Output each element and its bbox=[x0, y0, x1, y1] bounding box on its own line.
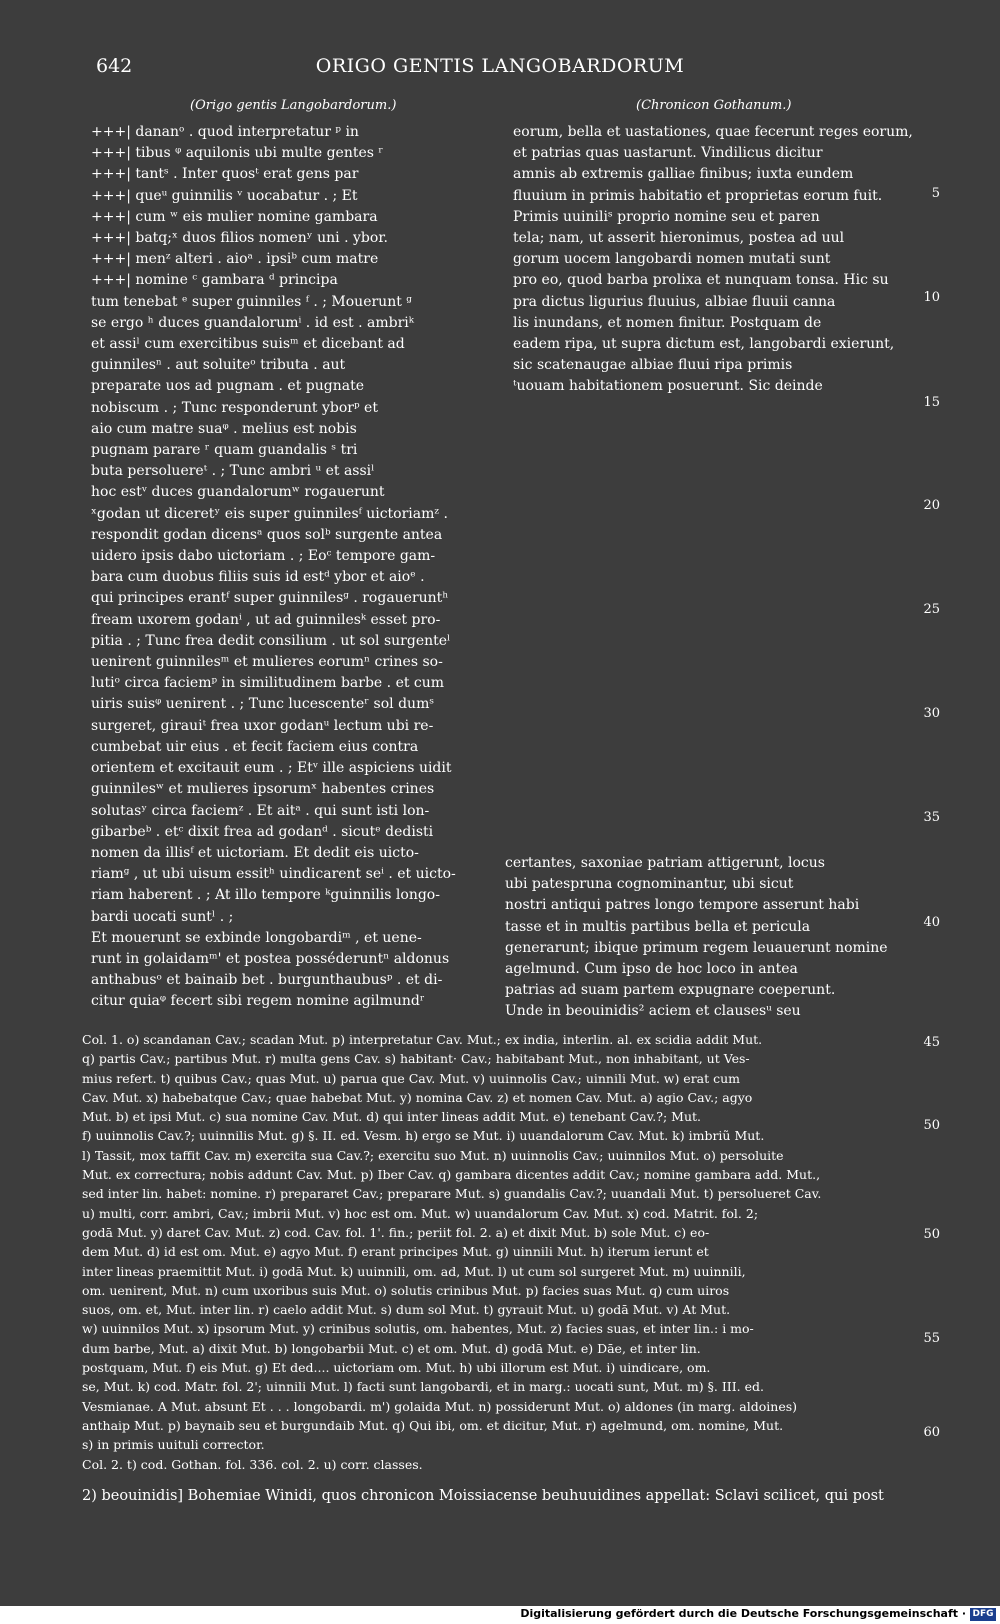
line-number: 35 bbox=[923, 810, 940, 825]
text-line: anthabusᵒ et bainaib bet . burgunthaubusᵖ . et di- bbox=[91, 972, 443, 989]
text-line: buta persoluereᵗ . ; Tunc ambri ᵘ et assiˡ bbox=[91, 463, 375, 480]
left-column-heading: (Origo gentis Langobardorum.) bbox=[190, 98, 397, 113]
footnote: 2) beouinidis] Bohemiae Winidi, quos chronicon Moissiacense beuhuuidines appellat: Sclavi scilicet, qui post bbox=[82, 1488, 884, 1504]
text-line: Et mouerunt se exbinde longobardiᵐ , et uene- bbox=[91, 929, 422, 946]
text-line: lutiᵒ circa faciemᵖ in similitudinem barbe . et cum bbox=[91, 675, 445, 692]
text-line: runt in golaidamᵐ' et postea posséderuntⁿ aldonus bbox=[91, 950, 450, 967]
line-number: 5 bbox=[931, 186, 940, 201]
line-number: 50 bbox=[923, 1227, 940, 1242]
text-line: +++| nomine ᶜ gambara ᵈ principa bbox=[91, 272, 338, 289]
apparatus-line: Cav. Mut. x) habebatque Cav.; quae habebat Mut. y) nomina Cav. z) et nomen Cav. Mut. a) agio Cav.; agyo bbox=[82, 1089, 753, 1105]
text-line: surgeret, girauiᵗ frea uxor godanᵘ lectum ubi re- bbox=[91, 717, 434, 734]
running-header bbox=[96, 55, 904, 89]
text-line: riamᵍ , ut ubi uisum essitʰ uindicarent seⁱ . et uicto- bbox=[91, 866, 456, 883]
apparatus-line: q) partis Cav.; partibus Mut. r) multa gens Cav. s) habitant· Cav.; habitabant Mut., non inhabitant, ut Ves- bbox=[82, 1051, 750, 1067]
text-line: sic scatenaugae albiae fluui ripa primis bbox=[513, 357, 793, 374]
text-line: tela; nam, ut asserit hieronimus, postea ad uul bbox=[513, 230, 845, 247]
text-line: qui principes erantᶠ super guinnilesᵍ . rogaueruntʰ bbox=[91, 590, 449, 607]
line-number: 40 bbox=[923, 915, 940, 930]
right-column-text-bottom bbox=[505, 853, 913, 1023]
apparatus-line: om. uenirent, Mut. n) cum uxoribus suis Mut. o) solutis crinibus Mut. p) facies suas Mut. q) cum uiros bbox=[82, 1282, 730, 1298]
apparatus-line: anthaip Mut. p) baynaib seu et burgundaib Mut. q) Qui ibi, om. et dicitur, Mut. r) agelmund, om. nomine, Mut. bbox=[82, 1417, 784, 1433]
line-number: 50 bbox=[923, 1118, 940, 1133]
text-line: respondit godan dicensᵃ quos solᵇ surgente antea bbox=[91, 526, 443, 543]
apparatus-line: dum barbe, Mut. a) dixit Mut. b) longobarbii Mut. c) et om. Mut. d) godā Mut. e) Dāe, et inter lin. bbox=[82, 1340, 701, 1356]
text-line: +++| batq;ˣ duos filios nomenʸ uni . ybor. bbox=[91, 230, 388, 247]
text-line: pro eo, quod barba prolixa et nunquam tonsa. Hic su bbox=[513, 272, 889, 289]
apparatus-line: postquam, Mut. f) eis Mut. g) Et ded.... uictoriam om. Mut. h) ubi illorum est Mut. i) uindicare, om. bbox=[82, 1360, 711, 1376]
text-line: Primis uuiniliˢ proprio nomine seu et paren bbox=[513, 208, 820, 225]
apparatus-line: Mut. ex correctura; nobis addunt Cav. Mut. p) Iber Cav. q) gambara dicentes addit Cav.; nomine gambara add. Mut., bbox=[82, 1167, 821, 1183]
text-line: nobiscum . ; Tunc responderunt yborᵖ et bbox=[91, 399, 378, 416]
page-number: 642 bbox=[96, 55, 133, 77]
line-number: 20 bbox=[923, 498, 940, 513]
text-line: preparate uos ad pugnam . et pugnate bbox=[91, 378, 364, 395]
text-line: uenirent guinnilesᵐ et mulieres eorumⁿ crines so- bbox=[91, 654, 443, 671]
apparatus-line: l) Tassit, mox taffit Cav. m) exercita sua Cav.?; exercitu suo Mut. n) uuinnolis Cav.; uuinnilos Mut. o) persoluite bbox=[82, 1147, 784, 1163]
text-line: uiris suisᵠ uenirent . ; Tunc lucescenteʳ sol dumˢ bbox=[91, 696, 435, 713]
line-number: 30 bbox=[923, 706, 940, 721]
text-line: +++| queᵘ guinnilis ᵛ uocabatur . ; Et bbox=[91, 187, 358, 204]
line-number: 10 bbox=[923, 290, 940, 305]
text-line: tum tenebat ᵉ super guinniles ᶠ . ; Mouerunt ᵍ bbox=[91, 293, 412, 310]
text-line: se ergo ʰ duces guandalorumⁱ . id est . ambriᵏ bbox=[91, 314, 414, 331]
text-line: guinnilesⁿ . aut soluiteᵒ tributa . aut bbox=[91, 357, 346, 374]
left-column-text bbox=[91, 122, 491, 1013]
text-line: et patrias quas uastarunt. Vindilicus dicitur bbox=[513, 145, 823, 162]
text-line: gorum uocem langobardi nomen mutati sunt bbox=[513, 251, 831, 268]
text-line: Unde in beouinidis² aciem et clausesᵘ seu bbox=[505, 1003, 801, 1020]
text-line: eadem ripa, ut supra dictum est, langobardi exierunt, bbox=[513, 336, 895, 353]
text-line: gibarbeᵇ . etᶜ dixit frea ad godanᵈ . sicutᵉ dedisti bbox=[91, 823, 434, 840]
text-line: uidero ipsis dabo uictoriam . ; Eoᶜ tempore gam- bbox=[91, 548, 436, 565]
text-line: pugnam parare ʳ quam guandalis ˢ tri bbox=[91, 442, 358, 459]
text-line: riam haberent . ; At illo tempore ᵏguinnilis longo- bbox=[91, 887, 440, 904]
text-line: +++| tibus ᵠ aquilonis ubi multe gentes ʳ bbox=[91, 145, 384, 162]
digitization-footer bbox=[0, 1606, 1000, 1624]
apparatus-line: Vesmianae. A Mut. absunt Et . . . longobardi. m') golaida Mut. n) possiderunt Mut. o) aldones (in marg. aldoines) bbox=[82, 1398, 798, 1414]
apparatus-line: se, Mut. k) cod. Matr. fol. 2'; uinnili Mut. l) facti sunt langobardi, et in marg.: uocati sunt, Mut. m) §. III. ed. bbox=[82, 1379, 764, 1395]
text-line: fream uxorem godanⁱ , ut ad guinnilesᵏ esset pro- bbox=[91, 611, 441, 628]
text-line: nomen da illisᶠ et uictoriam. Et dedit eis uicto- bbox=[91, 844, 419, 861]
critical-apparatus bbox=[82, 1030, 914, 1474]
line-number: 45 bbox=[923, 1035, 940, 1050]
line-number: 60 bbox=[923, 1425, 940, 1440]
text-line: aio cum matre suaᵠ . melius est nobis bbox=[91, 420, 357, 437]
text-line: eorum, bella et uastationes, quae fecerunt reges eorum, bbox=[513, 124, 913, 140]
apparatus-line: f) uuinnolis Cav.?; uuinnilis Mut. g) §. II. ed. Vesm. h) ergo se Mut. i) uuandalorum Cav. Mut. k) imbriũ Mut. bbox=[82, 1128, 765, 1144]
apparatus-line: Col. 2. t) cod. Gothan. fol. 336. col. 2. u) corr. classes. bbox=[82, 1456, 423, 1472]
text-line: tasse et in multis partibus bella et pericula bbox=[505, 918, 811, 935]
apparatus-line: Col. 1. o) scandanan Cav.; scadan Mut. p) interpretatur Cav. Mut.; ex india, interlin. al. ex scidia addit Mut. bbox=[82, 1032, 763, 1047]
text-line: solutasʸ circa faciemᶻ . Et aitᵃ . qui sunt isti lon- bbox=[91, 802, 430, 819]
text-line: generarunt; ibique primum regem leuauerunt nomine bbox=[505, 939, 888, 956]
line-number: 15 bbox=[923, 395, 940, 410]
text-line: nostri antiqui patres longo tempore asserunt habi bbox=[505, 897, 860, 914]
text-line: +++| cum ʷ eis mulier nomine gambara bbox=[91, 208, 378, 225]
text-line: et assiˡ cum exercitibus suisᵐ et dicebant ad bbox=[91, 336, 405, 353]
apparatus-line: godā Mut. y) daret Cav. Mut. z) cod. Cav. fol. 1'. fin.; periit fol. 2. a) et dixit Mut. b) sole Mut. c) eo- bbox=[82, 1224, 710, 1240]
text-line: guinnilesʷ et mulieres ipsorumˣ habentes crines bbox=[91, 781, 435, 798]
page-title: ORIGO GENTIS LANGOBARDORUM bbox=[315, 55, 685, 77]
text-line: cumbebat uir eius . et fecit faciem eius contra bbox=[91, 738, 419, 755]
text-line: certantes, saxoniae patriam attigerunt, locus bbox=[505, 855, 825, 871]
apparatus-line: suos, om. et, Mut. inter lin. r) caelo addit Mut. s) dum sol Mut. t) gyrauit Mut. u) godā Mut. v) At Mut. bbox=[82, 1302, 731, 1318]
text-line: +++| menᶻ alteri . aioᵃ . ipsiᵇ cum matre bbox=[91, 251, 379, 268]
dfg-logo: DFG bbox=[970, 1608, 996, 1621]
text-line: bara cum duobus filiis suis id estᵈ ybor et aioᵉ . bbox=[91, 569, 425, 586]
apparatus-line: mius refert. t) quibus Cav.; quas Mut. u) parua que Cav. Mut. v) uuinnolis Cav.; uinnili Mut. w) erat cum bbox=[82, 1070, 741, 1086]
line-number: 25 bbox=[923, 602, 940, 617]
apparatus-line: sed inter lin. habet: nomine. r) prepararet Cav.; preparare Mut. s) guandalis Cav.?; uuandali Mut. t) persolueret Cav. bbox=[82, 1186, 822, 1202]
text-line: fluuium in primis habitatio et proprietas eorum fuit. bbox=[513, 187, 883, 204]
text-line: +++| tantˢ . Inter quosᵗ erat gens par bbox=[91, 166, 359, 183]
text-line: +++| dananᵒ . quod interpretatur ᵖ in bbox=[91, 124, 359, 140]
apparatus-line: s) in primis uuituli corrector. bbox=[82, 1437, 265, 1453]
text-line: bardi uocati suntˡ . ; bbox=[91, 908, 234, 925]
text-line: agelmund. Cum ipso de hoc loco in antea bbox=[505, 961, 798, 978]
apparatus-line: u) multi, corr. ambri, Cav.; imbrii Mut. v) hoc est om. Mut. w) uuandalorum Cav. Mut. x) cod. Matrit. fol. 2; bbox=[82, 1205, 759, 1221]
apparatus-line: inter lineas praemittit Mut. i) godā Mut. k) uuinnili, om. ad, Mut. l) ut cum sol surgeret Mut. m) uuinnili, bbox=[82, 1263, 746, 1279]
text-line: pra dictus ligurius fluuius, albiae fluuii canna bbox=[513, 293, 836, 310]
text-line: citur quiaᵠ fecert sibi regem nomine agilmundʳ bbox=[91, 993, 425, 1010]
apparatus-line: dem Mut. d) id est om. Mut. e) agyo Mut. f) erant principes Mut. g) uinnili Mut. h) iterum ierunt et bbox=[82, 1244, 709, 1260]
footer-text: Digitalisierung gefördert durch die Deutsche Forschungsgemeinschaft · bbox=[520, 1607, 966, 1620]
text-line: pitia . ; Tunc frea dedit consilium . ut sol surgenteˡ bbox=[91, 632, 451, 649]
apparatus-line: Mut. b) et ipsi Mut. c) sua nomine Cav. Mut. d) qui inter lineas addit Mut. e) tenebant Cav.?; Mut. bbox=[82, 1109, 701, 1125]
right-column-heading: (Chronicon Gothanum.) bbox=[636, 98, 792, 113]
text-line: ˣgodan ut diceretʸ eis super guinnilesᶠ uictoriamᶻ . bbox=[91, 505, 448, 522]
text-line: orientem et excitauit eum . ; Etᵛ ille aspiciens uidit bbox=[91, 760, 452, 777]
text-line: lis inundans, et nomen finitur. Postquam de bbox=[513, 314, 822, 331]
text-line: ᵗuouam habitationem posuerunt. Sic deinde bbox=[513, 378, 823, 395]
text-line: hoc estᵛ duces guandalorumʷ rogauerunt bbox=[91, 484, 385, 501]
text-line: patrias ad suam partem expugnare coeperunt. bbox=[505, 982, 836, 999]
right-column-text-top bbox=[513, 122, 913, 398]
line-number: 55 bbox=[923, 1331, 940, 1346]
text-line: ubi patespruna cognominantur, ubi sicut bbox=[505, 876, 794, 893]
apparatus-line: w) uuinnilos Mut. x) ipsorum Mut. y) crinibus solutis, om. habentes, Mut. z) facies suas, et inter lin.: i mo- bbox=[82, 1321, 754, 1337]
text-line: amnis ab extremis galliae finibus; iuxta eundem bbox=[513, 166, 854, 183]
